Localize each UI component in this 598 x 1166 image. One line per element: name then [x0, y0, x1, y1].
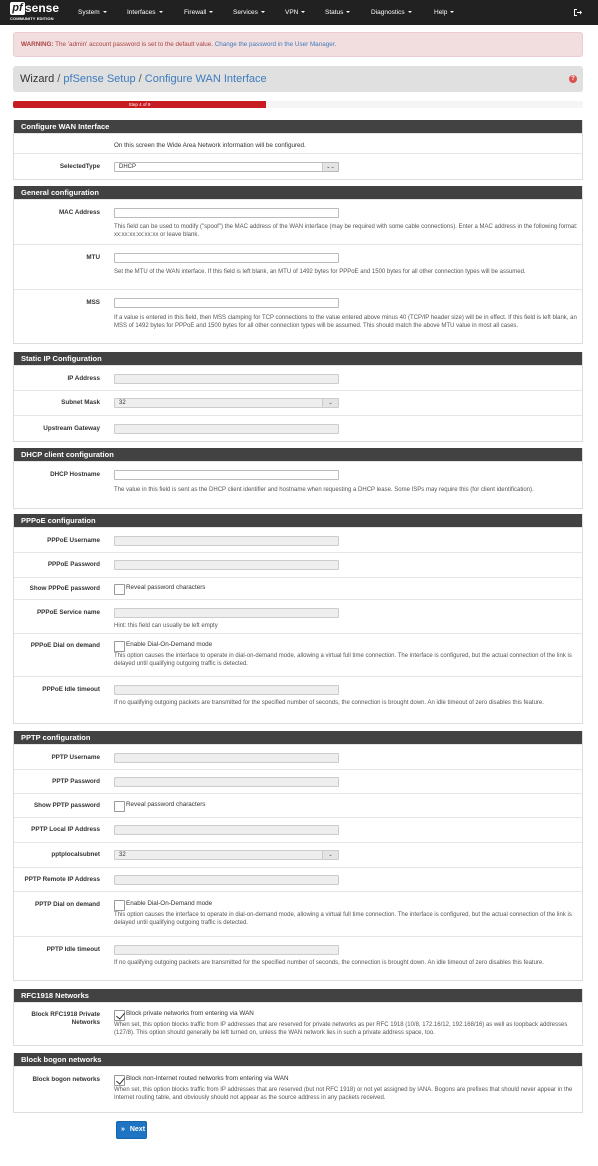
- field-label: MAC Address: [58, 209, 100, 216]
- field-label: SelectedType: [59, 163, 100, 170]
- alert-prefix: WARNING:: [21, 41, 54, 48]
- field-label: IP Address: [67, 375, 100, 382]
- pppoe-service-input[interactable]: [114, 608, 339, 618]
- mac-address-input[interactable]: [114, 208, 339, 218]
- field-help: Hint: this field can usually be left empty: [114, 623, 218, 629]
- field-label: MTU: [86, 254, 100, 261]
- bogon-row: [14, 1066, 582, 1112]
- selected-type-row: [14, 153, 582, 180]
- section-title: General configuration: [14, 186, 582, 199]
- crumb-separator: /: [138, 73, 142, 85]
- field-label: PPPoE Password: [47, 561, 100, 568]
- default-password-alert: [13, 32, 583, 57]
- pppoe-username-input[interactable]: [114, 536, 339, 546]
- ip-address-input[interactable]: [114, 374, 339, 384]
- field-label: MSS: [86, 299, 100, 306]
- upstream-gateway-input[interactable]: [114, 424, 339, 434]
- section-general: [13, 186, 583, 344]
- field-label: Show PPPoE password: [29, 585, 100, 592]
- caret-down-icon: [261, 11, 265, 13]
- field-help: The value in this field is sent as the DHCP client identifier and hostname when requesting a DHCP lease. Some ISPs may require this (for client identification).: [114, 487, 534, 493]
- section-configure-wan: [13, 120, 583, 180]
- pptp-remote-row: [14, 867, 582, 891]
- pptp-dial-demand-checkbox[interactable]: [114, 900, 125, 911]
- nav-interfaces[interactable]: Interfaces: [127, 9, 163, 17]
- nav-diagnostics[interactable]: Diagnostics: [371, 9, 412, 17]
- change-password-link[interactable]: Change the password in the User Manager.: [214, 41, 337, 48]
- section-title: Static IP Configuration: [14, 352, 582, 365]
- gateway-row: [14, 415, 582, 441]
- section-title: Block bogon networks: [14, 1053, 582, 1066]
- mac-row: [14, 199, 582, 244]
- field-help: If no qualifying outgoing packets are transmitted for the specified number of seconds, the connection is brought down. An idle timeout of zero disables this feature.: [114, 960, 544, 966]
- block-rfc1918-checkbox[interactable]: [114, 1010, 125, 1021]
- logo-mark: pf: [10, 2, 25, 15]
- pptp-username-input[interactable]: [114, 753, 339, 763]
- pppoe-dial-demand-checkbox[interactable]: [114, 641, 125, 652]
- field-label: PPPoE Idle timeout: [42, 686, 100, 693]
- pptp-local-row: [14, 817, 582, 842]
- pptp-subnet-row: [14, 842, 582, 867]
- dhcp-hostname-input[interactable]: [114, 470, 339, 480]
- checkbox-label: Block non-Internet routed networks from entering via WAN: [126, 1075, 289, 1082]
- nav-vpn[interactable]: VPN: [285, 9, 305, 17]
- crumb-separator: /: [57, 73, 61, 85]
- section-pptp: [13, 731, 583, 981]
- mtu-row: [14, 244, 582, 289]
- field-label: PPPoE Dial on demand: [30, 642, 100, 649]
- selected-type-select[interactable]: DHCP ⌄⌄: [114, 162, 339, 172]
- next-button[interactable]: [116, 1121, 147, 1139]
- double-chevron-right-icon: »: [121, 1126, 125, 1133]
- rfc-row: [14, 1002, 582, 1045]
- pptp-remote-ip-input[interactable]: [114, 875, 339, 885]
- subnet-row: [14, 390, 582, 415]
- mss-input[interactable]: [114, 298, 339, 308]
- section-title: PPPoE configuration: [14, 514, 582, 527]
- intro-text: On this screen the Wide Area Network information will be configured.: [114, 142, 306, 149]
- pfsense-logo[interactable]: [10, 2, 66, 23]
- subnet-mask-select[interactable]: 32 ⌄: [114, 398, 339, 408]
- field-help: This option causes the interface to operate in dial-on-demand mode, allowing a virtual full time connection. The interface is configured, but the actual connection of the link is delayed until qualifying outgoing traffic is detected.: [114, 912, 572, 926]
- section-title: RFC1918 Networks: [14, 989, 582, 1002]
- pppoe-show-row: [14, 577, 582, 599]
- block-bogon-checkbox[interactable]: [114, 1075, 125, 1086]
- field-label: Show PPTP password: [33, 802, 100, 809]
- wizard-progress: [13, 101, 583, 108]
- section-title: Configure WAN Interface: [14, 120, 582, 133]
- field-label: PPTP Password: [52, 778, 100, 785]
- field-label: Upstream Gateway: [43, 425, 100, 432]
- nav-services[interactable]: Services: [233, 9, 265, 17]
- pptp-idle-row: [14, 936, 582, 980]
- dhcp-hostname-row: [14, 461, 582, 508]
- caret-down-icon: [408, 11, 412, 13]
- section-title: DHCP client configuration: [14, 448, 582, 461]
- section-static-ip: [13, 352, 583, 442]
- intro-row: [14, 133, 582, 153]
- field-label: pptplocalsubnet: [51, 851, 100, 858]
- field-label: DHCP Hostname: [50, 471, 100, 478]
- logo-name: sense: [25, 1, 60, 15]
- caret-down-icon: [301, 11, 305, 13]
- field-help: Set the MTU of the WAN interface. If this field is left blank, an MTU of 1492 bytes for PPPoE and 1500 bytes for all other connection types will be assumed.: [114, 269, 526, 275]
- nav-status[interactable]: Status: [325, 9, 350, 17]
- checkbox-label: Enable Dial-On-Demand mode: [126, 641, 213, 648]
- checkbox-label: Enable Dial-On-Demand mode: [126, 900, 213, 907]
- caret-down-icon: [103, 11, 107, 13]
- pptp-local-ip-input[interactable]: [114, 825, 339, 835]
- chevron-down-icon: ⌄: [322, 851, 338, 859]
- field-help: When set, this option blocks traffic from IP addresses that are reserved for private networks as per RFC 1918 (10/8, 172.16/12, 192.168/16) as well as loopback addresses (127/8). This option should generally be left turned on, unless the WAN network lies in such a private address space, too.: [114, 1022, 568, 1036]
- field-label: PPPoE Service name: [36, 609, 100, 616]
- field-label: Block bogon networks: [32, 1076, 100, 1083]
- pptp-local-subnet-select[interactable]: 32 ⌄: [114, 850, 339, 860]
- field-help: If no qualifying outgoing packets are transmitted for the specified number of seconds, the connection is brought down. An idle timeout of zero disables this feature.: [114, 700, 544, 706]
- field-label: Block RFC1918 Private Networks: [31, 1011, 100, 1026]
- pptp-pass-row: [14, 769, 582, 793]
- pptp-dial-row: [14, 891, 582, 936]
- pppoe-dial-row: [14, 633, 582, 676]
- pppoe-user-row: [14, 527, 582, 552]
- checkbox-label: Reveal password characters: [126, 584, 206, 591]
- section-rfc1918: [13, 989, 583, 1046]
- pppoe-service-row: [14, 599, 582, 633]
- crumb-configure-wan[interactable]: Configure WAN Interface: [144, 73, 267, 85]
- next-label: Next: [129, 1126, 146, 1133]
- nav-system[interactable]: System: [78, 9, 107, 17]
- field-help: When set, this option blocks traffic from IP addresses that are reserved (but not RFC 1918) or not yet assigned by IANA. Bogons are prefixes that should never appear in the Internet routing table, and obviously should not appear as the source address in any packets received.: [114, 1087, 573, 1101]
- pptp-show-row: [14, 793, 582, 817]
- checkbox-label: Reveal password characters: [126, 801, 206, 808]
- caret-down-icon: [346, 11, 350, 13]
- field-label: Subnet Mask: [61, 399, 100, 406]
- crumb-pfsense-setup[interactable]: pfSense Setup: [63, 73, 136, 85]
- pppoe-pass-row: [14, 552, 582, 577]
- section-bogon: [13, 1053, 583, 1113]
- pppoe-idle-row: [14, 676, 582, 724]
- pppoe-password-input[interactable]: [114, 560, 339, 570]
- field-label: PPTP Dial on demand: [35, 901, 100, 908]
- question-circle-icon[interactable]: ?: [569, 75, 577, 83]
- section-title: PPTP configuration: [14, 731, 582, 744]
- field-label: PPTP Username: [51, 754, 100, 761]
- mss-row: [14, 289, 582, 343]
- field-help: If a value is entered in this field, then MSS clamping for TCP connections to the value entered above minus 40 (TCP/IP header size) will be in effect. If this field is left blank, an MSS of 1492 bytes for PPPoE and 1500 bytes for all other connection types will be assumed. This should match the above MTU value in most all cases.: [114, 315, 577, 329]
- top-navbar: [0, 0, 598, 25]
- crumb-wizard: Wizard: [20, 73, 55, 85]
- chevron-down-icon: ⌄⌄: [322, 163, 338, 171]
- pppoe-idle-input[interactable]: [114, 685, 339, 695]
- sign-out-icon[interactable]: [573, 8, 582, 17]
- checkbox-label: Block private networks from entering via WAN: [126, 1010, 254, 1017]
- field-label: PPPoE Username: [47, 537, 100, 544]
- field-label: PPTP Remote IP Address: [24, 876, 100, 883]
- pppoe-show-password-checkbox[interactable]: [114, 584, 125, 595]
- pptp-user-row: [14, 744, 582, 769]
- section-pppoe: [13, 514, 583, 724]
- nav-help[interactable]: Help: [434, 9, 454, 17]
- nav-firewall[interactable]: Firewall: [184, 9, 213, 17]
- field-help: This option causes the interface to operate in dial-on-demand mode, allowing a virtual full time connection. The interface is configured, but the actual connection of the link is delayed until qualifying outgoing traffic is detected.: [114, 653, 572, 667]
- pptp-password-input[interactable]: [114, 777, 339, 787]
- field-help: This field can be used to modify ("spoof") the MAC address of the WAN interface (may be required with some cable connections). Enter a MAC address in the following format: xx:xx:xx:xx:xx:xx or leave blank.: [114, 224, 578, 238]
- field-label: PPTP Idle timeout: [46, 946, 100, 953]
- mtu-input[interactable]: [114, 253, 339, 263]
- breadcrumb: [13, 66, 583, 92]
- chevron-down-icon: ⌄: [322, 399, 338, 407]
- logo-edition: COMMUNITY EDITION: [10, 16, 54, 21]
- pptp-idle-input[interactable]: [114, 945, 339, 955]
- caret-down-icon: [209, 11, 213, 13]
- section-dhcp: [13, 448, 583, 509]
- caret-down-icon: [159, 11, 163, 13]
- progress-bar: Step 4 of 9: [13, 101, 266, 108]
- field-label: PPTP Local IP Address: [31, 826, 100, 833]
- caret-down-icon: [450, 11, 454, 13]
- alert-text: The 'admin' account password is set to the default value.: [53, 41, 215, 48]
- ip-row: [14, 365, 582, 390]
- pptp-show-password-checkbox[interactable]: [114, 801, 125, 812]
